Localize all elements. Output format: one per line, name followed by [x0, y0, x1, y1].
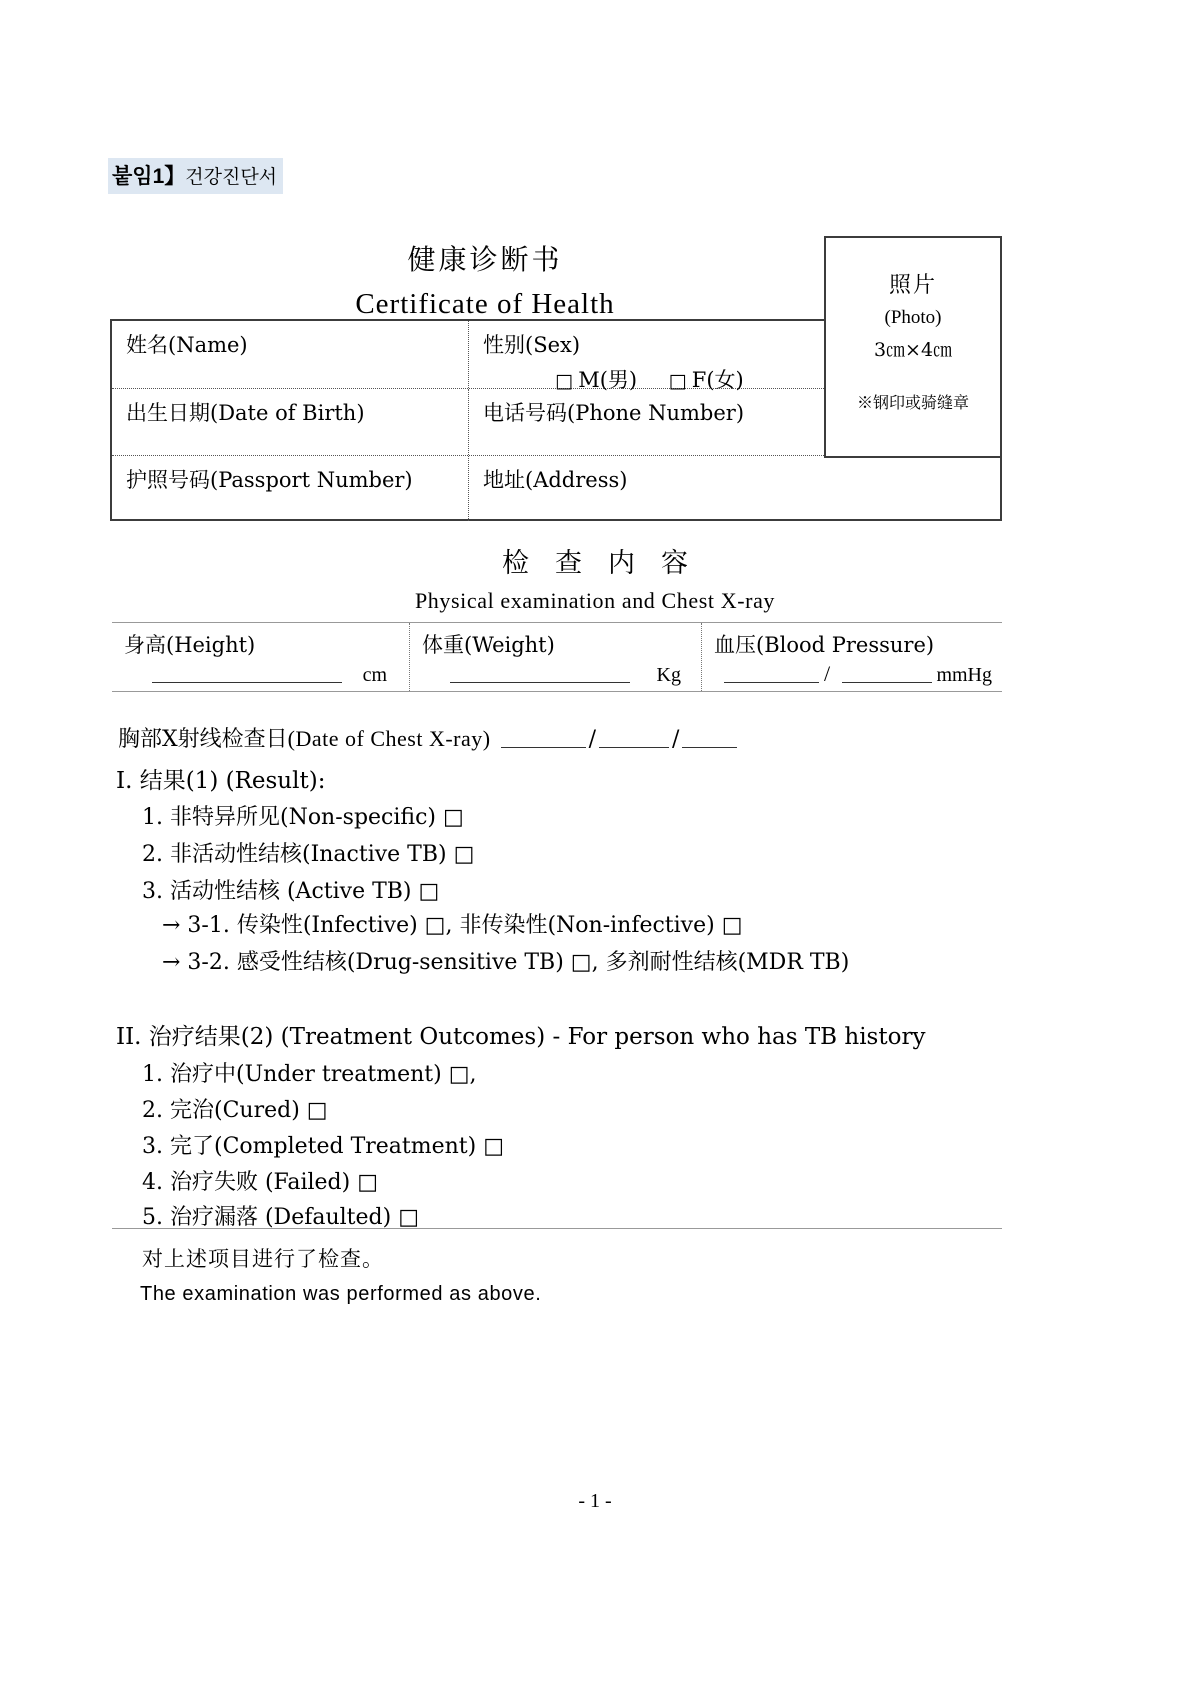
section2-item-4[interactable]: 4. 治疗失败 (Failed) □	[142, 1170, 378, 1195]
dob-field[interactable]	[112, 389, 469, 455]
xray-date-label-cn: 胸部X射线检查日	[118, 727, 288, 752]
blood-pressure-field[interactable]	[702, 623, 1002, 691]
height-label: 身高(Height)	[124, 633, 256, 657]
address-field[interactable]	[469, 456, 1000, 521]
address-label: 地址(Address)	[483, 468, 628, 492]
sex-male-label: M(男)	[578, 368, 638, 392]
xray-date-row: 胸部X射线检查日(Date of Chest X-ray) / /	[118, 722, 740, 753]
sex-label: 性别(Sex)	[483, 333, 581, 357]
table-row	[112, 456, 1000, 521]
page-title-cn: 健康诊断书	[407, 243, 563, 276]
statement-en: The examination was performed as above.	[140, 1283, 542, 1305]
name-label: 姓名(Name)	[126, 333, 248, 357]
bp-diastolic-line[interactable]	[842, 682, 932, 683]
section1-item-3-1[interactable]: → 3-1. 传染性(Infective) □, 非传染性(Non-infective) □	[162, 913, 743, 938]
xray-date-day-input[interactable]	[682, 727, 737, 748]
weight-unit: Kg	[656, 664, 681, 686]
exam-heading-en: Physical examination and Chest X-ray	[414, 588, 776, 613]
sex-female-checkbox[interactable]: □	[668, 370, 687, 392]
exam-heading-cn: 检查内容	[502, 548, 714, 579]
attachment-tag-number: 붙임1】	[112, 165, 186, 188]
section2-heading: II. 治疗结果(2) (Treatment Outcomes) - For person who has TB history	[116, 1024, 926, 1050]
bp-systolic-line[interactable]	[724, 682, 819, 683]
section1-item-3-2[interactable]: → 3-2. 感受性结核(Drug-sensitive TB) □, 多剂耐性结核(MDR TB)	[162, 950, 850, 975]
section2-item-3[interactable]: 3. 完了(Completed Treatment) □	[142, 1134, 505, 1159]
attachment-tag	[108, 158, 283, 194]
passport-field[interactable]	[112, 456, 469, 521]
statement-cn: 对上述项目进行了检查。	[142, 1247, 384, 1271]
height-unit: cm	[362, 664, 387, 686]
attachment-tag-title: 건강진단서	[185, 167, 278, 188]
photo-box	[824, 236, 1002, 458]
section1-item-3[interactable]: 3. 活动性结核 (Active TB) □	[142, 879, 440, 904]
xray-date-label-en: (Date of Chest X-ray)	[287, 726, 491, 751]
phone-label: 电话号码(Phone Number)	[483, 401, 745, 425]
name-field[interactable]	[112, 321, 469, 388]
section2-item-2[interactable]: 2. 完治(Cured) □	[142, 1098, 328, 1123]
section1-item-2[interactable]: 2. 非活动性结核(Inactive TB) □	[142, 842, 475, 867]
xray-date-month-input[interactable]	[599, 727, 669, 748]
measurement-table	[112, 622, 1002, 692]
blood-pressure-unit: mmHg	[936, 664, 992, 686]
divider	[112, 1228, 1002, 1229]
height-field[interactable]	[112, 623, 410, 691]
photo-seal-note: ※钢印或骑缝章	[856, 393, 969, 412]
bp-separator: /	[824, 661, 831, 686]
section2-item-5[interactable]: 5. 治疗漏落 (Defaulted) □	[142, 1205, 419, 1230]
section1-item-1[interactable]: 1. 非特异所见(Non-specific) □	[142, 805, 464, 830]
page-title-en: Certificate of Health	[355, 288, 615, 320]
section2-item-1[interactable]: 1. 治疗中(Under treatment) □,	[142, 1062, 477, 1087]
passport-label: 护照号码(Passport Number)	[126, 468, 413, 492]
sex-male-checkbox[interactable]: □	[555, 370, 573, 392]
photo-size: 3㎝×4㎝	[873, 339, 953, 361]
weight-field[interactable]	[410, 623, 702, 691]
weight-label: 体重(Weight)	[422, 633, 555, 657]
page-number: - 1 -	[578, 1490, 612, 1512]
photo-label-cn: 照片	[888, 273, 937, 298]
photo-label-en: (Photo)	[884, 307, 942, 328]
dob-label: 出生日期(Date of Birth)	[126, 401, 365, 425]
height-input-line[interactable]	[152, 682, 342, 683]
xray-date-year-input[interactable]	[501, 727, 586, 748]
section1-heading: I. 结果(1) (Result):	[116, 768, 326, 794]
weight-input-line[interactable]	[450, 682, 630, 683]
sex-female-label: F(女)	[691, 368, 744, 392]
blood-pressure-label: 血压(Blood Pressure)	[714, 633, 935, 657]
